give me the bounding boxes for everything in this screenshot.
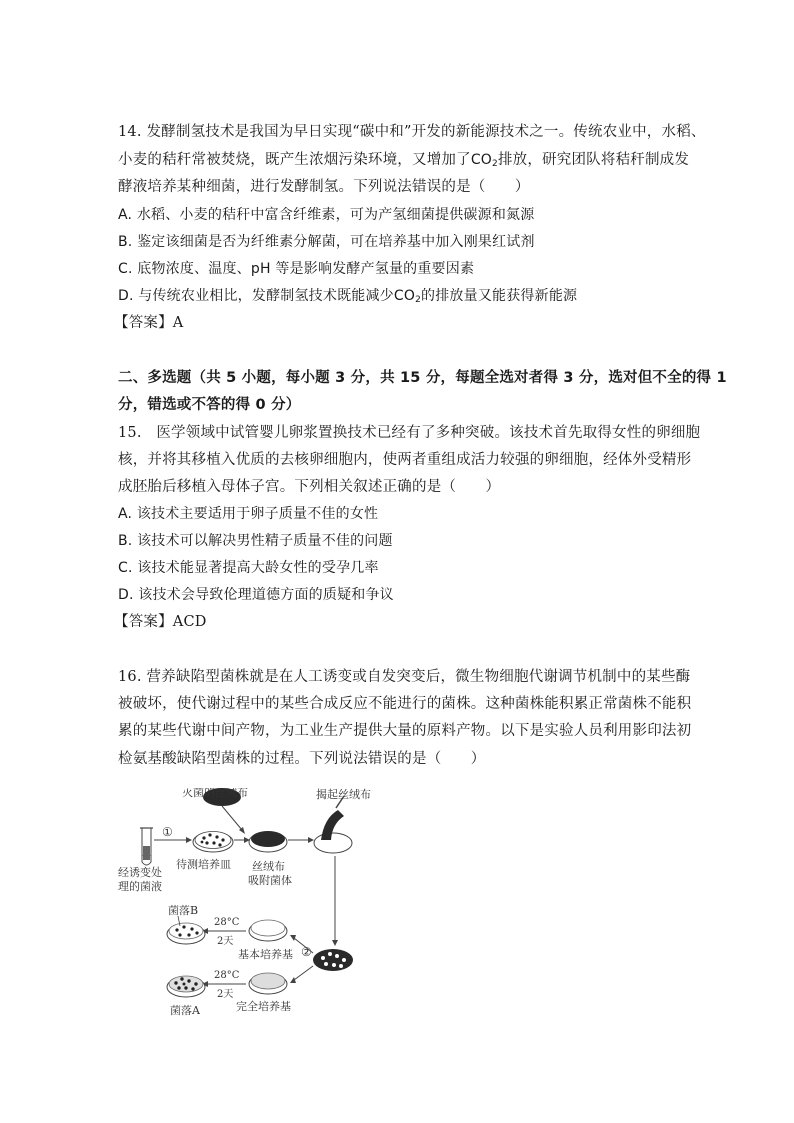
colony-a-label: 菌落A — [170, 1004, 200, 1017]
q15-line-2: 核，并将其移植入优质的去核卵细胞内，使两者重组成活力较强的卵细胞，经体外受精形 — [118, 452, 692, 468]
velvet-label-1: 丝绒布 — [252, 860, 285, 873]
q14-line-2-tail: 排放，研究团队将秸秆制成发 — [497, 152, 690, 168]
days-label-top: 2天 — [217, 936, 234, 947]
co2-formula: $CO_2$ — [470, 152, 498, 169]
q14-line-3: 酵液培养某种细菌，进行发酵制氢。下列说法错误的是（ ） — [118, 179, 530, 195]
q14-line-2 — [118, 150, 689, 174]
q14-option-c: C. 底物浓度、温度、pH 等是影响发酵产氢量的重要因素 — [118, 261, 475, 277]
q14-answer: 【答案】A — [114, 315, 184, 331]
colony-b-dish — [167, 923, 205, 944]
complete-medium-label: 完全培养基 — [236, 1000, 291, 1013]
days-label-bottom: 2天 — [217, 989, 234, 1000]
q15-line-1: 15. 医学领域中试管婴儿卵浆置换技术已经有了多种突破。该技术首先取得女性的卵细胞 — [118, 425, 701, 441]
master-plate — [313, 949, 353, 971]
q16-line-4: 检氨基酸缺陷型菌株的过程。下列说法错误的是（ ） — [118, 751, 486, 767]
q14-option-d: D. 与传统农业相比，发酵制氢技术既能减少$CO_2$的排放量又能获得新能源 — [118, 288, 578, 305]
q16-line-1: 16. 营养缺陷型菌株就是在人工诱变或自发突变后，微生物细胞代谢调节机制中的某些酶 — [118, 669, 691, 685]
colony-b-label: 菌落B — [168, 904, 199, 917]
sterile-velvet-label: 灭菌的丝绒布 — [182, 788, 248, 799]
step-2-label: ② — [301, 945, 312, 959]
q14-option-a: A. 水稻、小麦的秸秆中富含纤维素，可为产氢细菌提供碳源和氮源 — [118, 207, 535, 223]
step-1-label: ① — [162, 825, 173, 839]
q15-line-3: 成胚胎后移植入母体子宫。下列相关叙述正确的是（ ） — [118, 479, 501, 495]
q14-line-2-text: 小麦的秸秆常被焚烧，既产生浓烟污染环境，又增加了 — [118, 152, 471, 168]
test-tube-icon — [140, 828, 153, 865]
basic-medium-label: 基本培养基 — [238, 948, 293, 961]
petri-dish-colonies — [193, 832, 233, 853]
q15-option-b: B. 该技术可以解决男性精子质量不佳的问题 — [118, 533, 393, 549]
q14-line-1: 14. 发酵制氢技术是我国为早日实现“碳中和”开发的新能源技术之一。传统农业中，水稻、 — [118, 124, 706, 140]
temp-label-top: 28°C — [214, 917, 240, 928]
temp-label-bottom: 28°C — [214, 970, 240, 981]
colony-a-dish — [167, 976, 205, 997]
q15-option-a: A. 该技术主要适用于卵子质量不佳的女性 — [118, 506, 379, 522]
q14-option-b: B. 鉴定该细菌是否为纤维素分解菌，可在培养基中加入刚果红试剂 — [118, 234, 535, 250]
q16-line-3: 累的某些代谢中间产物，为工业生产提供大量的原料产物。以下是实验人员利用影印法初 — [118, 723, 692, 739]
q16-line-2: 被破坏，使代谢过程中的某些合成反应不能进行的菌株。这种菌株能积累正常菌株不能积 — [118, 696, 692, 712]
q15-option-c: C. 该技术能显著提高大龄女性的受孕几率 — [118, 560, 379, 576]
lift-velvet-dish — [314, 796, 352, 853]
section-heading-line-2: 分，错选或不答的得 0 分） — [118, 397, 301, 413]
velvet-block — [249, 831, 287, 852]
lift-velvet-label: 揭起丝绒布 — [316, 788, 371, 801]
q15-answer: 【答案】ACD — [114, 614, 207, 630]
mutated-liquid-label-1: 经诱变处 — [118, 866, 162, 879]
mutated-liquid-label-2: 理的菌液 — [118, 880, 162, 893]
replica-plating-diagram — [118, 788, 378, 1028]
section-heading-line-1: 二、多选题（共 5 小题，每小题 3 分，共 15 分，每题全选对者得 3 分，选对但不全的得 1 — [118, 370, 727, 386]
test-dish-label: 待测培养皿 — [176, 858, 231, 871]
co2-formula: $CO_2$ — [393, 288, 422, 305]
q15-option-d: D. 该技术会导致伦理道德方面的质疑和争议 — [118, 587, 394, 603]
velvet-label-2: 吸附菌体 — [248, 874, 292, 887]
